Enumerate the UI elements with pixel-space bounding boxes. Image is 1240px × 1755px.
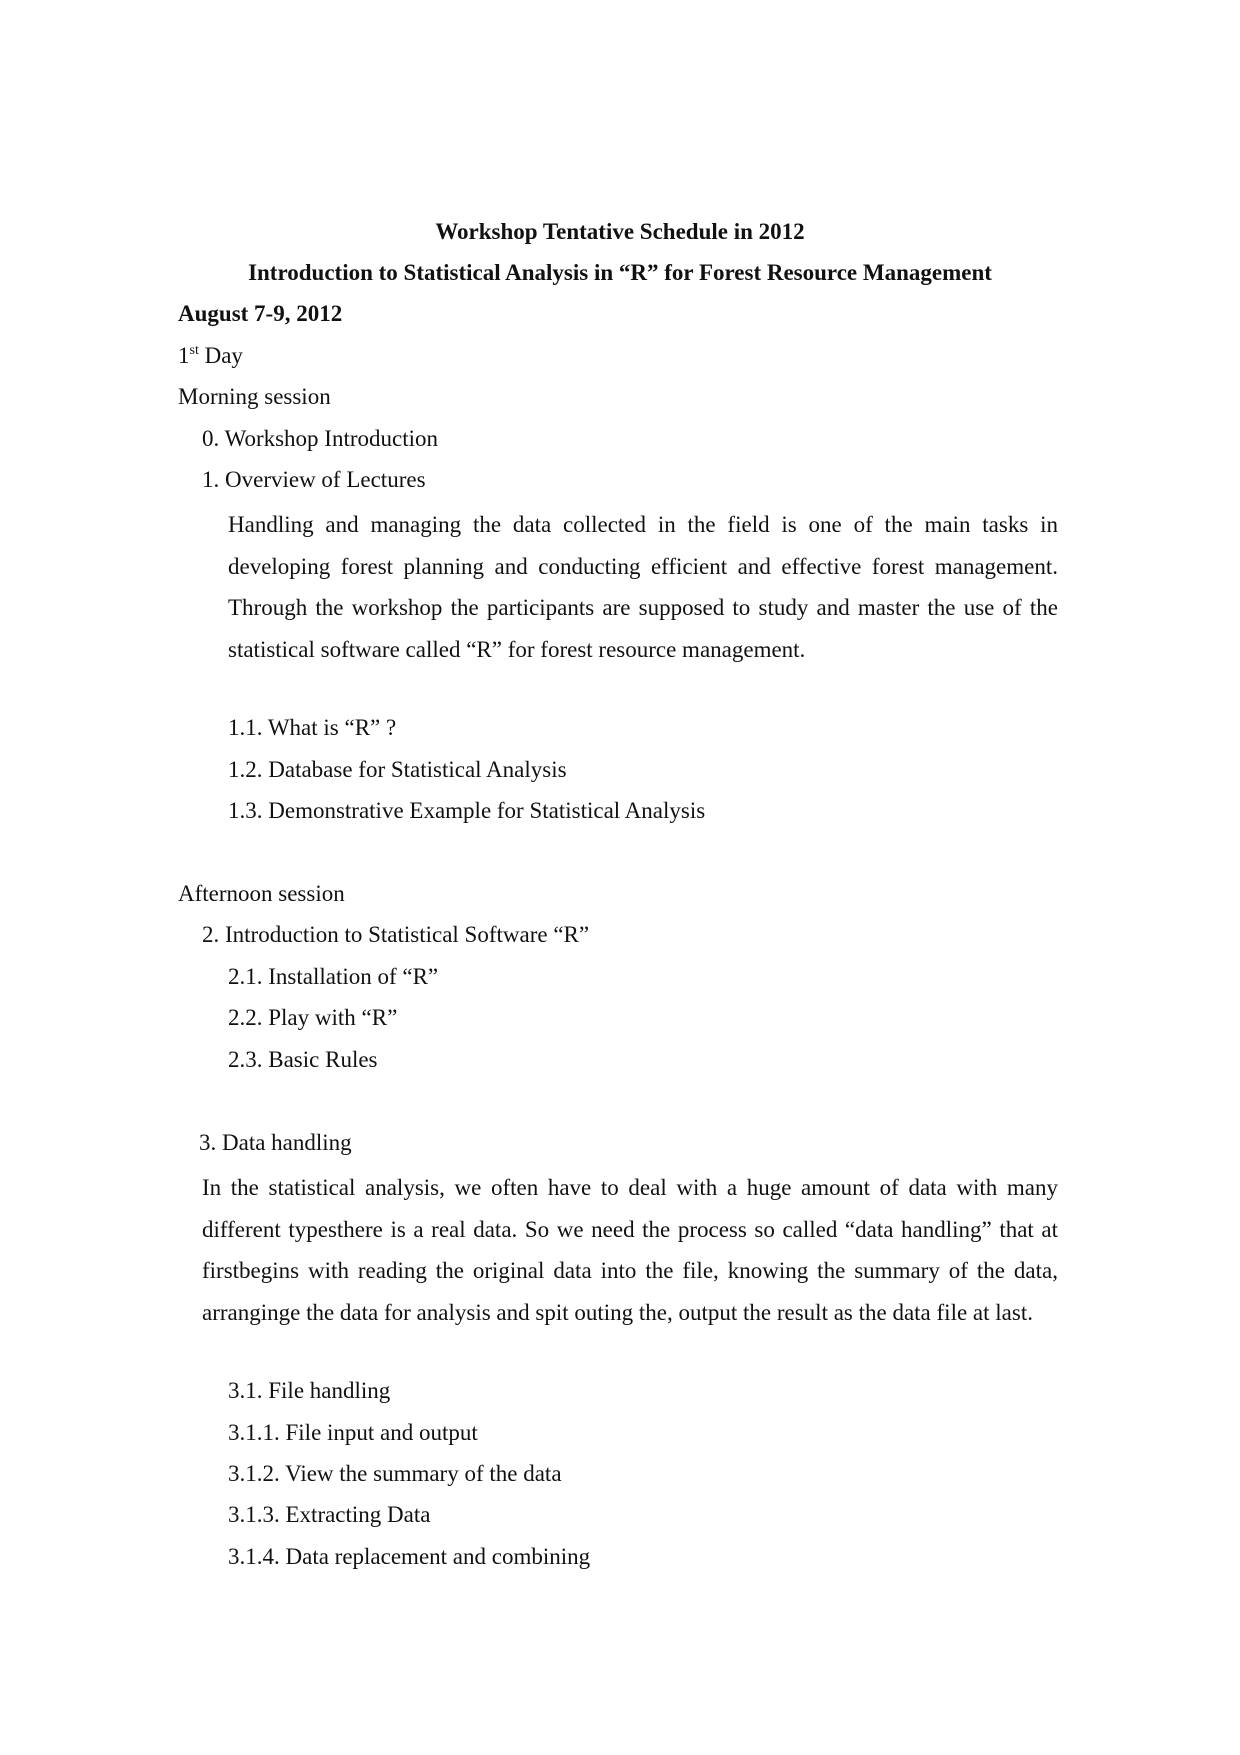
data-handling-paragraph: In the statistical analysis, we often have to deal with a huge amount of data with many different typesthere is a real data. So we need the process so called “data handling” that at firstbegins with reading the original data into the file, knowing the summary of the data, arranginge the data for analysis and spit outing the, output the result as the data file at last.	[202, 1175, 1058, 1325]
sub-item-demonstrative-example: 1.3. Demonstrative Example for Statistical Analysis	[228, 798, 706, 823]
workshop-dates: August 7-9, 2012	[178, 301, 343, 326]
document-title: Workshop Tentative Schedule in 2012	[435, 219, 805, 244]
item-intro-statistical-software: 2. Introduction to Statistical Software “R”	[202, 922, 590, 947]
sub-item-play-with-r: 2.2. Play with “R”	[228, 1005, 398, 1030]
day-ordinal-suffix: st	[189, 343, 199, 358]
sub-item-basic-rules: 2.3. Basic Rules	[228, 1047, 378, 1072]
day-number: 1	[178, 343, 190, 368]
item-data-handling: 3. Data handling	[199, 1130, 352, 1155]
sub-item-installation: 2.1. Installation of “R”	[228, 964, 439, 989]
morning-session-heading: Morning session	[178, 384, 331, 409]
day-heading	[178, 341, 243, 371]
sub-item-file-handling: 3.1. File handling	[228, 1378, 391, 1403]
sub-item-what-is-r: 1.1. What is “R” ?	[228, 715, 397, 740]
item-workshop-introduction: 0. Workshop Introduction	[202, 426, 439, 451]
afternoon-session-heading: Afternoon session	[178, 881, 345, 906]
sub-item-view-summary: 3.1.2. View the summary of the data	[228, 1461, 562, 1486]
sub-item-extracting-data: 3.1.3. Extracting Data	[228, 1502, 431, 1527]
overview-paragraph: Handling and managing the data collected in the field is one of the main tasks in developing forest planning and conducting efficient and effective forest management. Through the workshop the participants are supposed to study and master the use of the statistical software called “R” for forest resource management.	[228, 512, 1058, 662]
document-subtitle: Introduction to Statistical Analysis in “R” for Forest Resource Management	[248, 260, 992, 285]
sub-item-file-input-output: 3.1.1. File input and output	[228, 1420, 478, 1445]
item-overview-of-lectures: 1. Overview of Lectures	[202, 467, 426, 492]
day-label: Day	[198, 343, 243, 368]
sub-item-data-replacement: 3.1.4. Data replacement and combining	[228, 1544, 591, 1569]
sub-item-database: 1.2. Database for Statistical Analysis	[228, 757, 567, 782]
